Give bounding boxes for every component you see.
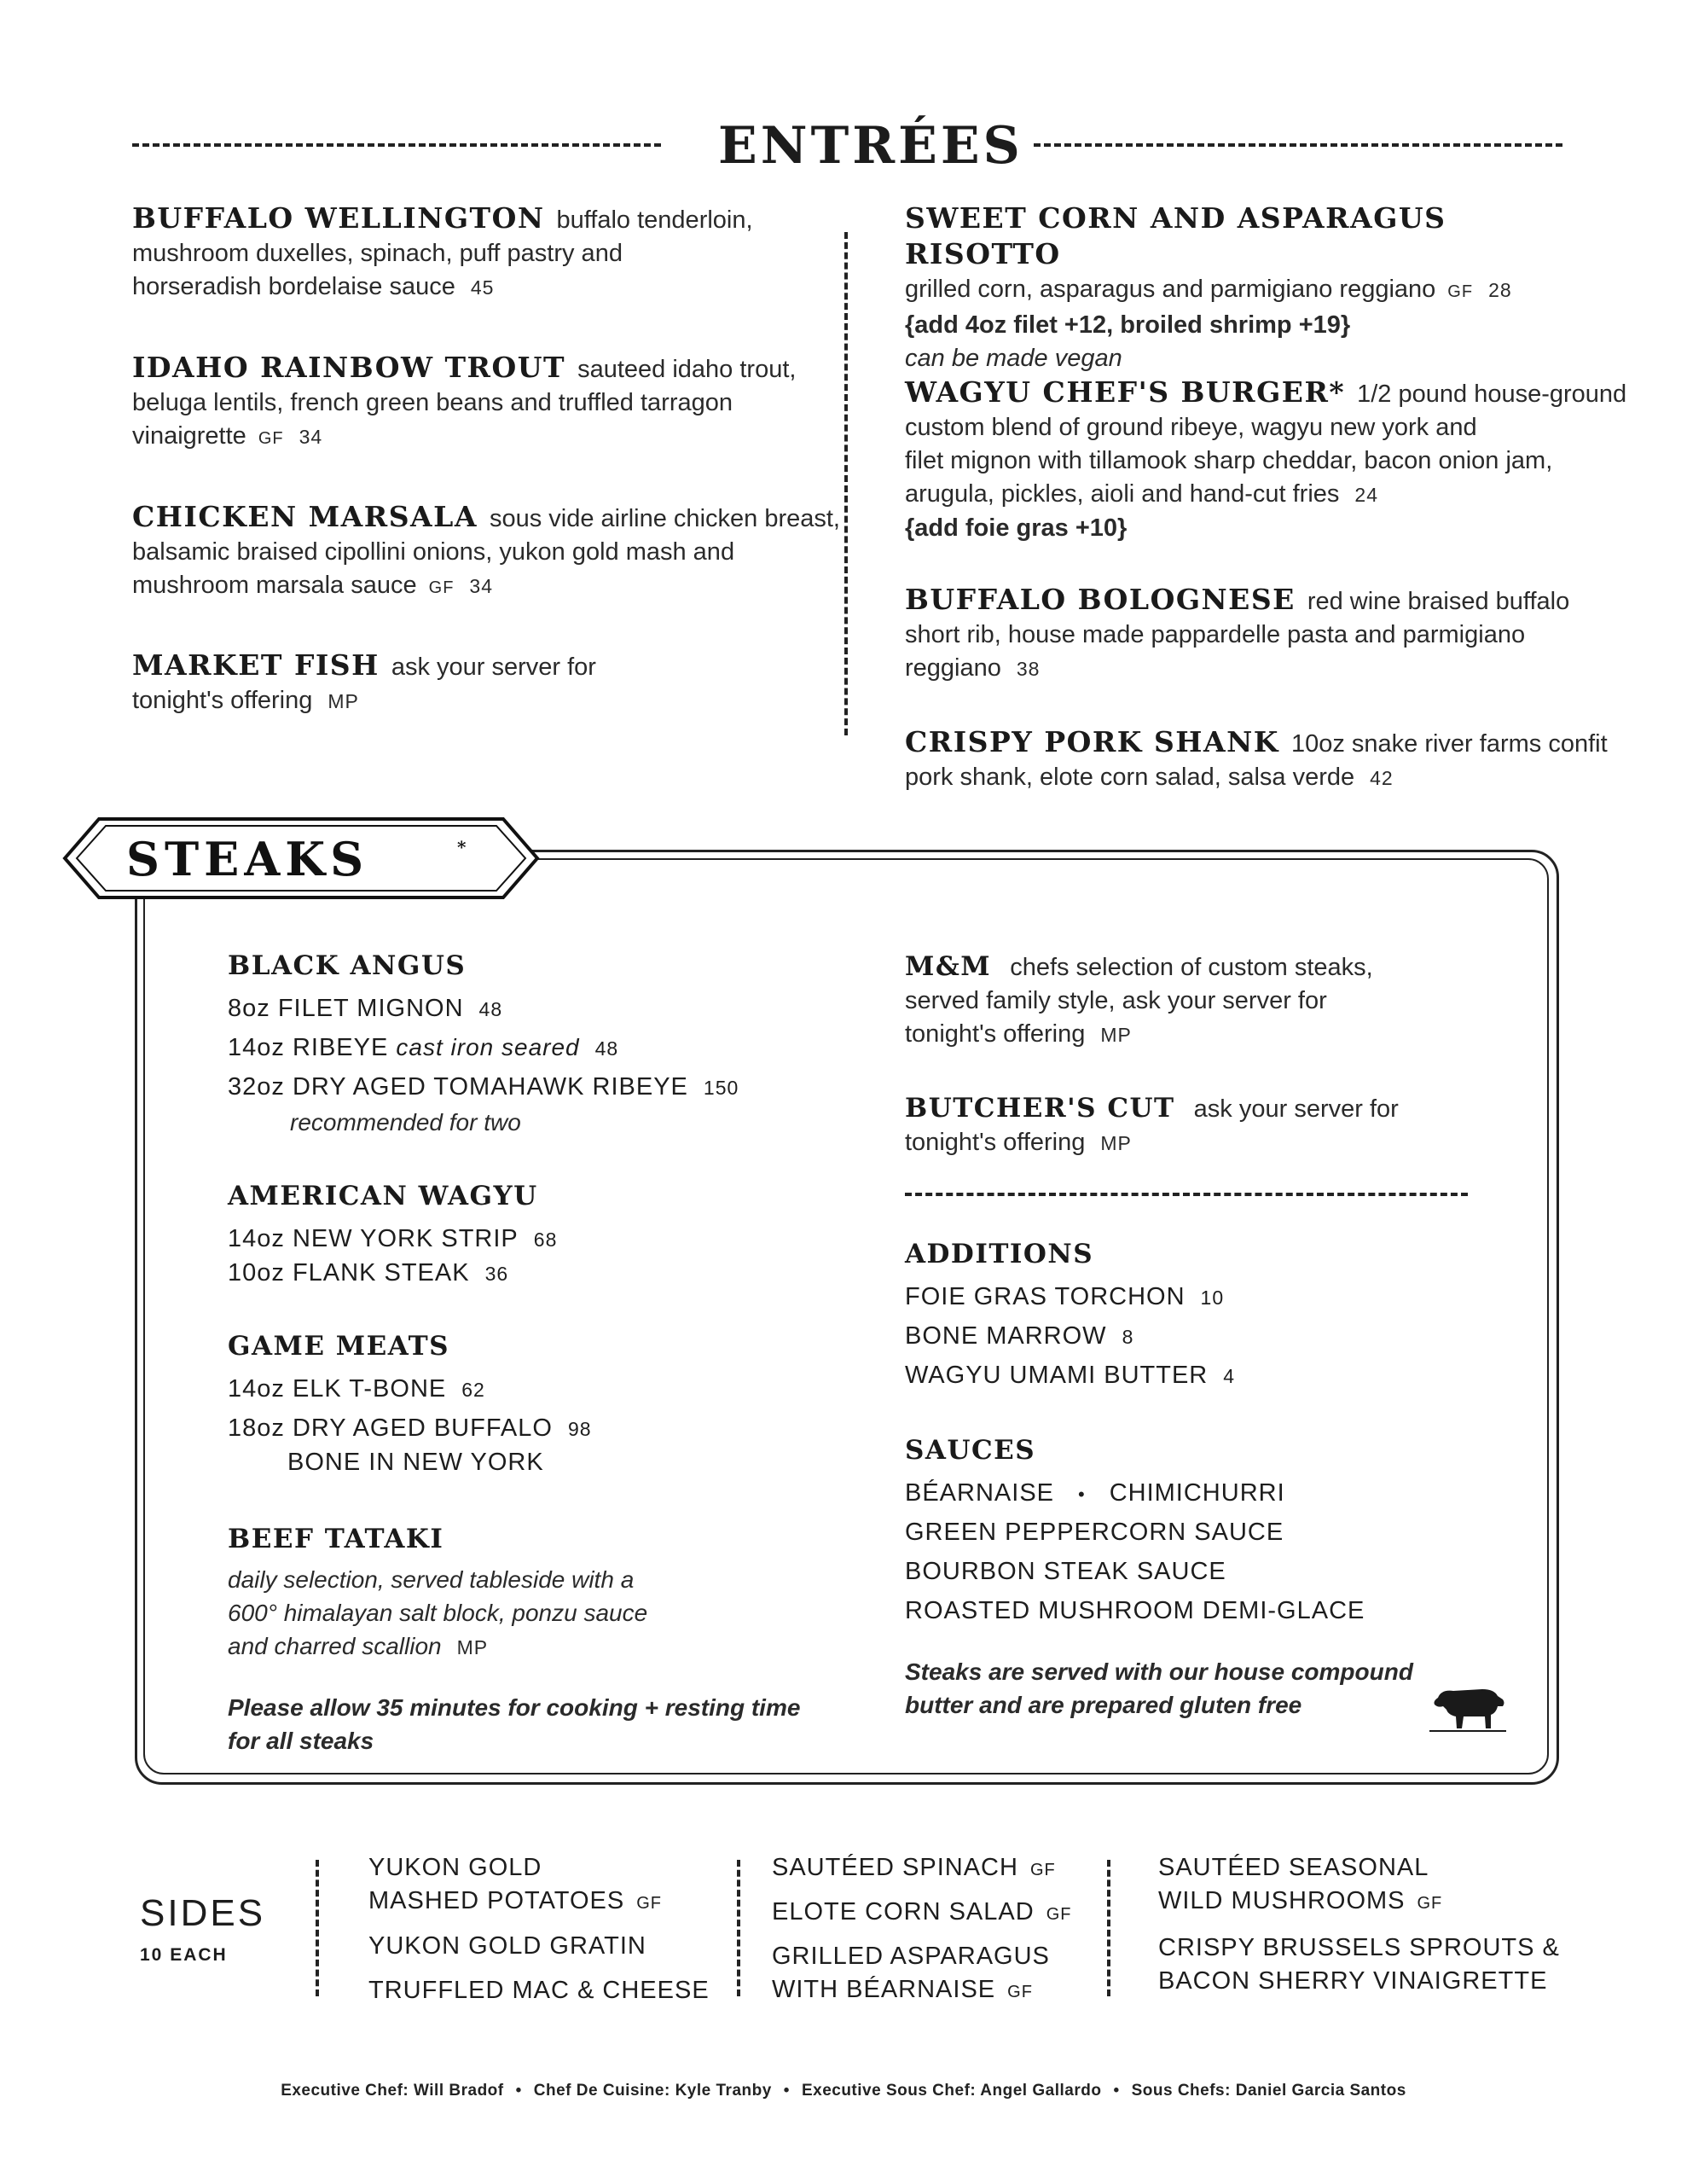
steak-name: 14oz RIBEYE [228, 1034, 389, 1061]
steak-name: 8oz FILET MIGNON [228, 995, 464, 1022]
side-item [772, 1940, 1050, 2009]
tataki-desc: 600° himalayan salt block, ponzu sauce [228, 1600, 648, 1626]
steak-name: 32oz DRY AGED TOMAHAWK RIBEYE [228, 1073, 688, 1101]
entree-desc: sauteed idaho trout, [577, 356, 797, 383]
gf-badge: GF [258, 429, 284, 448]
header-rule-left [132, 143, 661, 147]
side-name: ELOTE CORN SALAD [772, 1898, 1035, 1926]
entree-name: CHICKEN MARSALA [132, 500, 478, 533]
side-item [1158, 1931, 1560, 1998]
sauces-title: SAUCES [905, 1435, 1036, 1466]
entree-desc: ask your server for [391, 653, 596, 681]
addition-item [905, 1322, 1133, 1350]
sauce-name: BÉARNAISE [905, 1479, 1054, 1507]
addition-item [905, 1283, 1224, 1311]
steak-item [228, 1414, 592, 1443]
mm-desc: tonight's offering [905, 1020, 1086, 1048]
entree-wagyu-chefs-burger [905, 375, 1638, 545]
entree-desc: short rib, house made pappardelle pasta and parmigiano [905, 621, 1526, 648]
entree-name: BUFFALO BOLOGNESE [905, 583, 1296, 616]
mm-price: MP [1100, 1024, 1132, 1046]
gf-badge: GF [1007, 1983, 1033, 2001]
sauce-item [905, 1479, 1285, 1507]
addition-name: WAGYU UMAMI BUTTER [905, 1362, 1209, 1389]
tataki-desc-line: and charred scallion [228, 1633, 442, 1659]
addition-name: FOIE GRAS TORCHON [905, 1283, 1186, 1310]
served-note: butter and are prepared gluten free [905, 1692, 1302, 1718]
butchers-cut-item [905, 1092, 1587, 1160]
entree-price: 42 [1370, 767, 1394, 789]
side-name: MASHED POTATOES [368, 1887, 625, 1914]
steak-price: 150 [703, 1077, 739, 1099]
gf-badge: GF [428, 578, 455, 597]
entree-desc: 1/2 pound house-ground [1357, 380, 1627, 408]
butchers-desc: ask your server for [1193, 1095, 1399, 1123]
sides-price: 10 EACH [140, 1945, 228, 1965]
butchers-cut-title: BUTCHER'S CUT [905, 1093, 1175, 1124]
addition-price: 4 [1223, 1365, 1236, 1387]
entree-idaho-rainbow-trout [132, 351, 815, 456]
steak-name: 18oz DRY AGED BUFFALO [228, 1414, 553, 1442]
entree-desc: red wine braised buffalo [1307, 588, 1570, 615]
side-name: YUKON GOLD [368, 1854, 542, 1881]
side-name: WITH BÉARNAISE [772, 1976, 996, 2003]
steaks-title: STEAKS [126, 832, 369, 886]
chef-credit: Executive Sous Chef: Angel Gallardo [801, 2082, 1102, 2100]
entree-name: SWEET CORN AND ASPARAGUS RISOTTO [905, 201, 1446, 270]
black-angus-title: BLACK ANGUS [228, 950, 467, 981]
entree-price: 38 [1016, 658, 1041, 680]
side-name: CRISPY BRUSSELS SPROUTS & [1158, 1934, 1560, 1961]
addition-price: 10 [1200, 1287, 1225, 1309]
side-item [772, 1851, 1056, 1887]
entree-name: CRISPY PORK SHANK [905, 725, 1279, 758]
mm-item [905, 950, 1587, 1052]
steak-name: 10oz FLANK STEAK [228, 1259, 470, 1287]
steak-name: 14oz NEW YORK STRIP [228, 1225, 519, 1252]
entree-name: MARKET FISH [132, 648, 380, 682]
credit-separator: • [515, 2082, 522, 2100]
gf-badge: GF [1046, 1905, 1072, 1924]
sauce-item: GREEN PEPPERCORN SAUCE [905, 1519, 1284, 1546]
chef-credits [0, 2082, 1687, 2100]
allow-note: for all steaks [228, 1728, 374, 1754]
entree-sweet-corn-risotto [905, 201, 1621, 375]
mm-desc: chefs selection of custom steaks, [1010, 954, 1373, 981]
entree-buffalo-bolognese [905, 583, 1621, 686]
gf-badge: GF [1029, 1861, 1056, 1879]
entree-desc: grilled corn, asparagus and parmigiano reggiano [905, 276, 1436, 303]
chef-credit: Executive Chef: Will Bradof [281, 2082, 504, 2100]
side-name: SAUTÉED SEASONAL [1158, 1854, 1429, 1881]
entree-desc: beluga lentils, french green beans and truffled tarragon [132, 389, 733, 416]
side-item [368, 1851, 662, 1920]
sides-title: SIDES [140, 1892, 266, 1934]
game-meats-title: GAME MEATS [228, 1331, 450, 1362]
entree-desc: vinaigrette [132, 422, 246, 450]
side-name: GRILLED ASPARAGUS [772, 1943, 1050, 1970]
side-item: TRUFFLED MAC & CHEESE [368, 1977, 710, 2004]
entree-desc: balsamic braised cipollini onions, yukon gold mash and [132, 538, 735, 566]
entree-desc: tonight's offering [132, 687, 313, 714]
entree-desc: horseradish bordelaise sauce [132, 273, 455, 300]
entree-desc: filet mignon with tillamook sharp cheddar, bacon onion jam, [905, 447, 1553, 474]
steak-price: 48 [478, 998, 503, 1020]
entree-chicken-marsala [132, 500, 849, 605]
entree-desc: buffalo tenderloin, [556, 206, 753, 234]
entree-buffalo-wellington [132, 201, 815, 305]
steak-item [228, 1034, 618, 1062]
allow-note: Please allow 35 minutes for cooking + resting time [228, 1694, 801, 1721]
side-name: SAUTÉED SPINACH [772, 1854, 1018, 1881]
entree-crispy-pork-shank [905, 725, 1638, 795]
additions-title: ADDITIONS [905, 1239, 1094, 1269]
steaks-banner [58, 816, 544, 901]
entree-desc: sous vide airline chicken breast, [489, 505, 840, 532]
entree-desc: mushroom duxelles, spinach, puff pastry and [132, 240, 623, 267]
steak-price: 62 [461, 1379, 485, 1401]
sauce-item: ROASTED MUSHROOM DEMI-GLACE [905, 1597, 1365, 1624]
addition-item [905, 1362, 1235, 1390]
sides-divider [316, 1860, 319, 1996]
entree-price: 34 [469, 575, 494, 597]
steak-extra: cast iron seared [396, 1034, 580, 1060]
tataki-price: MP [456, 1636, 489, 1658]
entree-market-fish [132, 648, 815, 718]
steak-price: 36 [484, 1263, 509, 1285]
chef-credit: Chef De Cuisine: Kyle Tranby [533, 2082, 772, 2100]
gf-badge: GF [1447, 282, 1474, 301]
served-note: Steaks are served with our house compound [905, 1658, 1413, 1685]
steak-note: recommended for two [290, 1109, 521, 1136]
entree-addon: {add foie gras +10} [905, 514, 1128, 542]
steak-item [228, 995, 502, 1023]
entree-price: 24 [1354, 484, 1378, 506]
sauce-separator: • [1078, 1484, 1086, 1505]
entree-note: can be made vegan [905, 345, 1122, 372]
steaks-title-mark: * [457, 837, 467, 857]
entree-desc: reggiano [905, 654, 1001, 682]
beef-tataki-title: BEEF TATAKI [228, 1524, 444, 1554]
mm-title: M&M [905, 951, 992, 982]
bull-icon [1429, 1681, 1506, 1734]
credit-separator: • [783, 2082, 790, 2100]
butchers-price: MP [1100, 1132, 1132, 1154]
entree-name: BUFFALO WELLINGTON [132, 201, 545, 235]
steak-item [228, 1375, 485, 1403]
steak-item [228, 1073, 739, 1101]
tataki-desc: daily selection, served tableside with a [228, 1566, 635, 1593]
steak-price: 98 [567, 1418, 592, 1440]
tataki-desc [228, 1633, 488, 1660]
side-item: YUKON GOLD GRATIN [368, 1932, 646, 1960]
entree-desc: mushroom marsala sauce [132, 572, 417, 599]
american-wagyu-title: AMERICAN WAGYU [228, 1181, 538, 1211]
entree-desc: pork shank, elote corn salad, salsa verde [905, 764, 1355, 791]
side-item [1158, 1851, 1442, 1920]
entrees-title: ENTRÉES [718, 116, 1023, 176]
entree-price: MP [328, 690, 359, 712]
steak-item [228, 1259, 508, 1287]
mm-desc: served family style, ask your server for [905, 987, 1327, 1014]
side-name: BACON SHERRY VINAIGRETTE [1158, 1967, 1548, 1995]
header-rule-right [1034, 143, 1562, 147]
credit-separator: • [1113, 2082, 1120, 2100]
sides-divider [737, 1860, 740, 1996]
entree-desc: 10oz snake river farms confit [1290, 730, 1608, 758]
entree-addon: {add 4oz filet +12, broiled shrimp +19} [905, 311, 1351, 339]
steak-name: 14oz ELK T-BONE [228, 1375, 447, 1403]
butchers-desc: tonight's offering [905, 1129, 1086, 1156]
addition-name: BONE MARROW [905, 1322, 1107, 1350]
entree-name: WAGYU CHEF'S BURGER* [905, 375, 1346, 409]
entree-desc: arugula, pickles, aioli and hand-cut fries [905, 480, 1340, 508]
steak-price: 48 [594, 1037, 619, 1060]
side-name: WILD MUSHROOMS [1158, 1887, 1406, 1914]
entree-price: 28 [1488, 279, 1512, 301]
steak-item [228, 1225, 557, 1253]
steak-item-line2: BONE IN NEW YORK [287, 1449, 544, 1476]
sauce-item: BOURBON STEAK SAUCE [905, 1558, 1226, 1585]
steaks-right-divider [905, 1193, 1468, 1196]
entree-price: 45 [470, 276, 495, 299]
entree-name: IDAHO RAINBOW TROUT [132, 351, 566, 384]
entree-price: 34 [299, 426, 323, 448]
side-item [772, 1896, 1071, 1931]
chef-credit: Sous Chefs: Daniel Garcia Santos [1131, 2082, 1406, 2100]
entrees-divider [844, 232, 848, 735]
sauce-name: CHIMICHURRI [1109, 1479, 1285, 1507]
entree-desc: custom blend of ground ribeye, wagyu new york and [905, 414, 1477, 441]
gf-badge: GF [636, 1894, 662, 1913]
gf-badge: GF [1417, 1894, 1443, 1913]
sides-divider [1107, 1860, 1110, 1996]
steak-price: 68 [533, 1228, 558, 1251]
addition-price: 8 [1122, 1326, 1134, 1348]
